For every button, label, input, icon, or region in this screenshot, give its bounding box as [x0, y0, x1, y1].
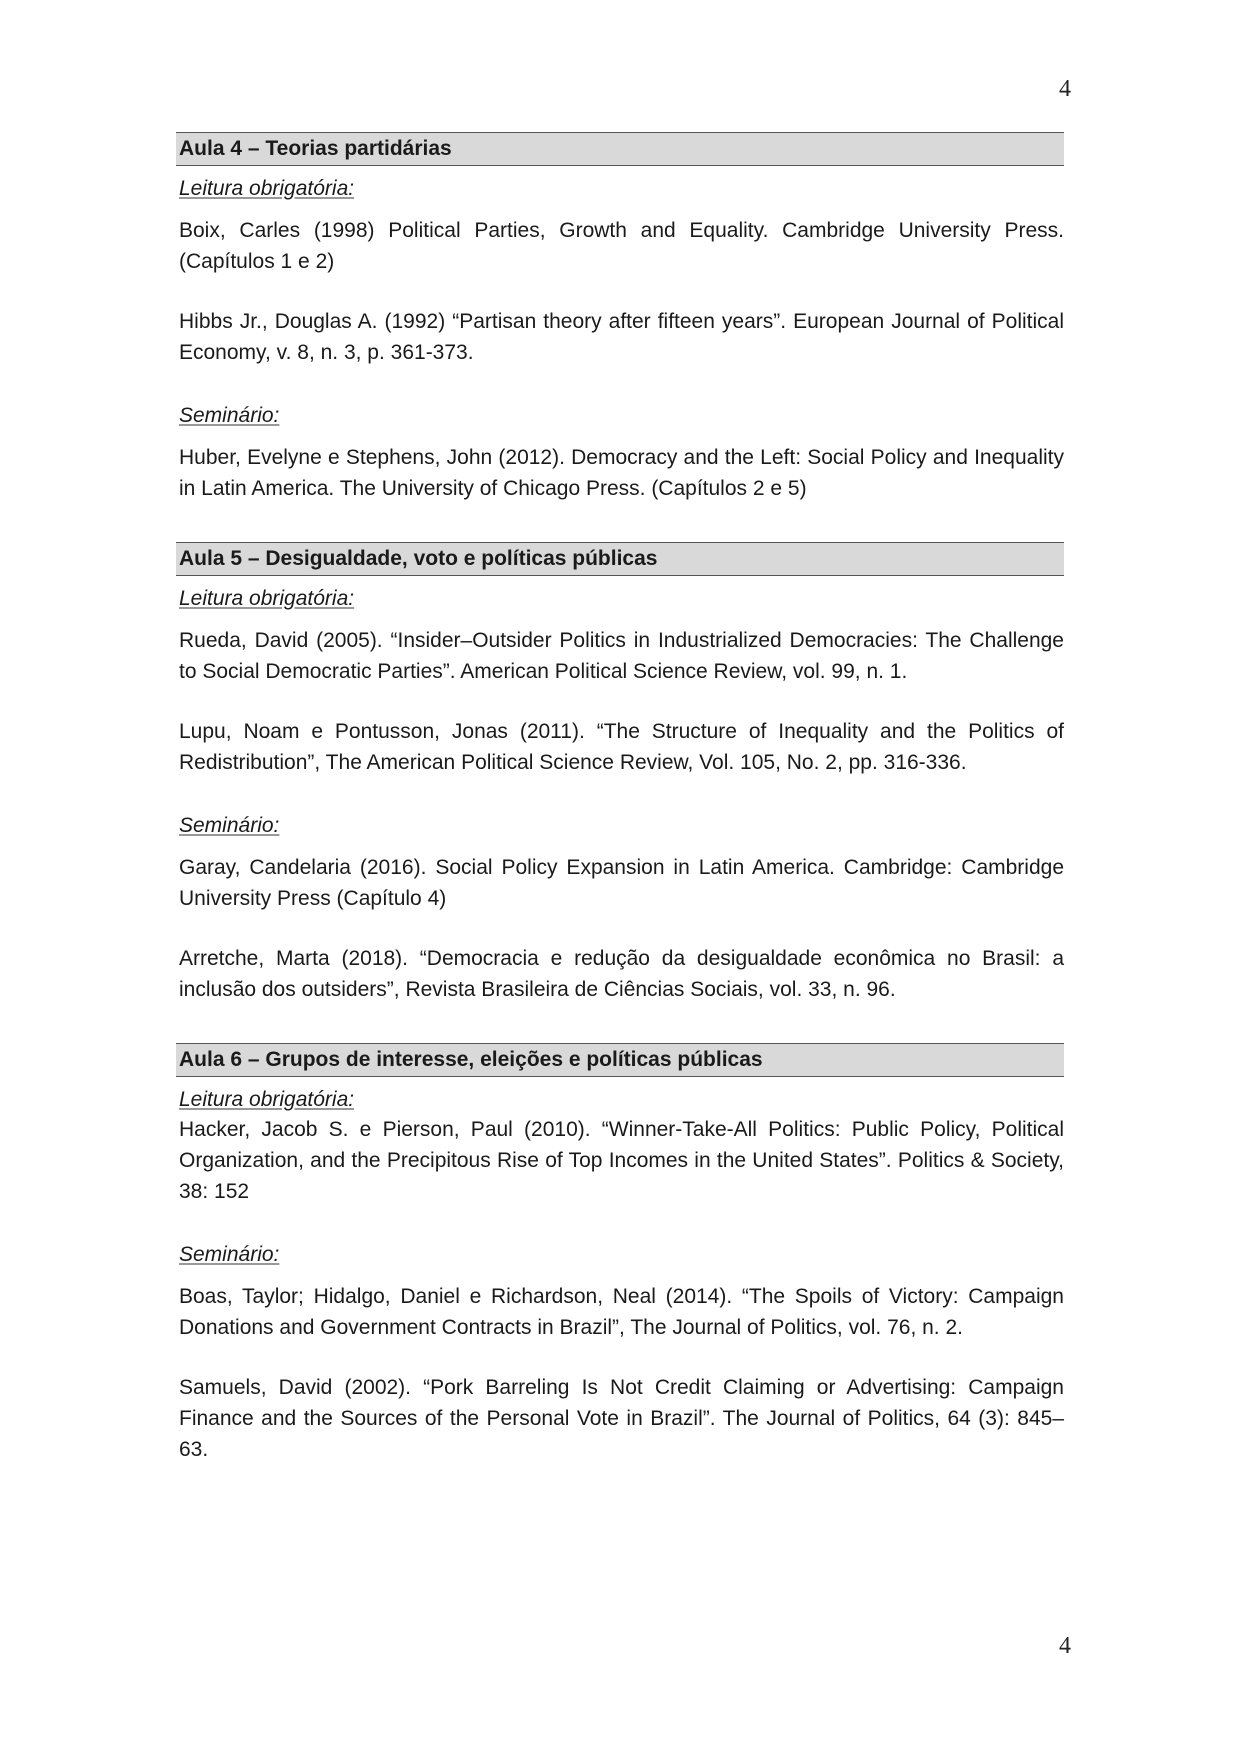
syllabus-content — [176, 132, 1064, 1503]
section-aula-5 — [176, 542, 1064, 1005]
reference-item: Lupu, Noam e Pontusson, Jonas (2011). “The Structure of Inequality and the Politics of Redistribution”, The American Political Science Review, Vol. 105, No. 2, pp. 316-336. — [179, 720, 1064, 774]
section-aula-4 — [176, 132, 1064, 504]
reference-item: Hibbs Jr., Douglas A. (1992) “Partisan theory after fifteen years”. European Journal of Political Economy, v. 8, n. 3, p. 361-373. — [179, 310, 1064, 364]
page-number-top: 4 — [1059, 76, 1071, 102]
reference-item: Boix, Carles (1998) Political Parties, Growth and Equality. Cambridge University Press. (Capítulos 1 e 2) — [179, 219, 1064, 273]
page-number-bottom: 4 — [1059, 1633, 1071, 1659]
reference-item: Samuels, David (2002). “Pork Barreling Is Not Credit Claiming or Advertising: Campaign Finance and the Sources of the Personal Vote in Brazil”. The Journal of Politics, 64 (3): 845–63. — [179, 1376, 1064, 1461]
seminar-label: Seminário: — [179, 1243, 280, 1266]
reference-item: Garay, Candelaria (2016). Social Policy Expansion in Latin America. Cambridge: Cambridge University Press (Capítulo 4) — [179, 856, 1064, 910]
section-title: Aula 4 – Teorias partidárias — [176, 132, 1064, 166]
section-title: Aula 5 – Desigualdade, voto e políticas públicas — [176, 542, 1064, 576]
seminar-label: Seminário: — [179, 404, 280, 427]
required-reading-label: Leitura obrigatória: — [179, 1088, 355, 1111]
required-reading-label: Leitura obrigatória: — [179, 177, 355, 200]
seminar-label: Seminário: — [179, 814, 280, 837]
section-title: Aula 6 – Grupos de interesse, eleições e políticas públicas — [176, 1043, 1064, 1077]
required-reading-label: Leitura obrigatória: — [179, 587, 355, 610]
reference-item: Huber, Evelyne e Stephens, John (2012). Democracy and the Left: Social Policy and Inequality in Latin America. The University of Chicago Press. (Capítulos 2 e 5) — [179, 446, 1064, 500]
reference-item: Hacker, Jacob S. e Pierson, Paul (2010). “Winner-Take-All Politics: Public Policy, Political Organization, and the Precipitous Rise of Top Incomes in the United States”. Politics & Society, 38: 152 — [179, 1118, 1064, 1203]
section-aula-6 — [176, 1043, 1064, 1465]
reference-item: Boas, Taylor; Hidalgo, Daniel e Richardson, Neal (2014). “The Spoils of Victory: Campaign Donations and Government Contracts in Brazil”, The Journal of Politics, vol. 76, n. 2. — [179, 1285, 1064, 1339]
reference-item: Arretche, Marta (2018). “Democracia e redução da desigualdade econômica no Brasil: a inclusão dos outsiders”, Revista Brasileira de Ciências Sociais, vol. 33, n. 96. — [179, 947, 1064, 1001]
reference-item: Rueda, David (2005). “Insider–Outsider Politics in Industrialized Democracies: The Challenge to Social Democratic Parties”. American Political Science Review, vol. 99, n. 1. — [179, 629, 1064, 683]
